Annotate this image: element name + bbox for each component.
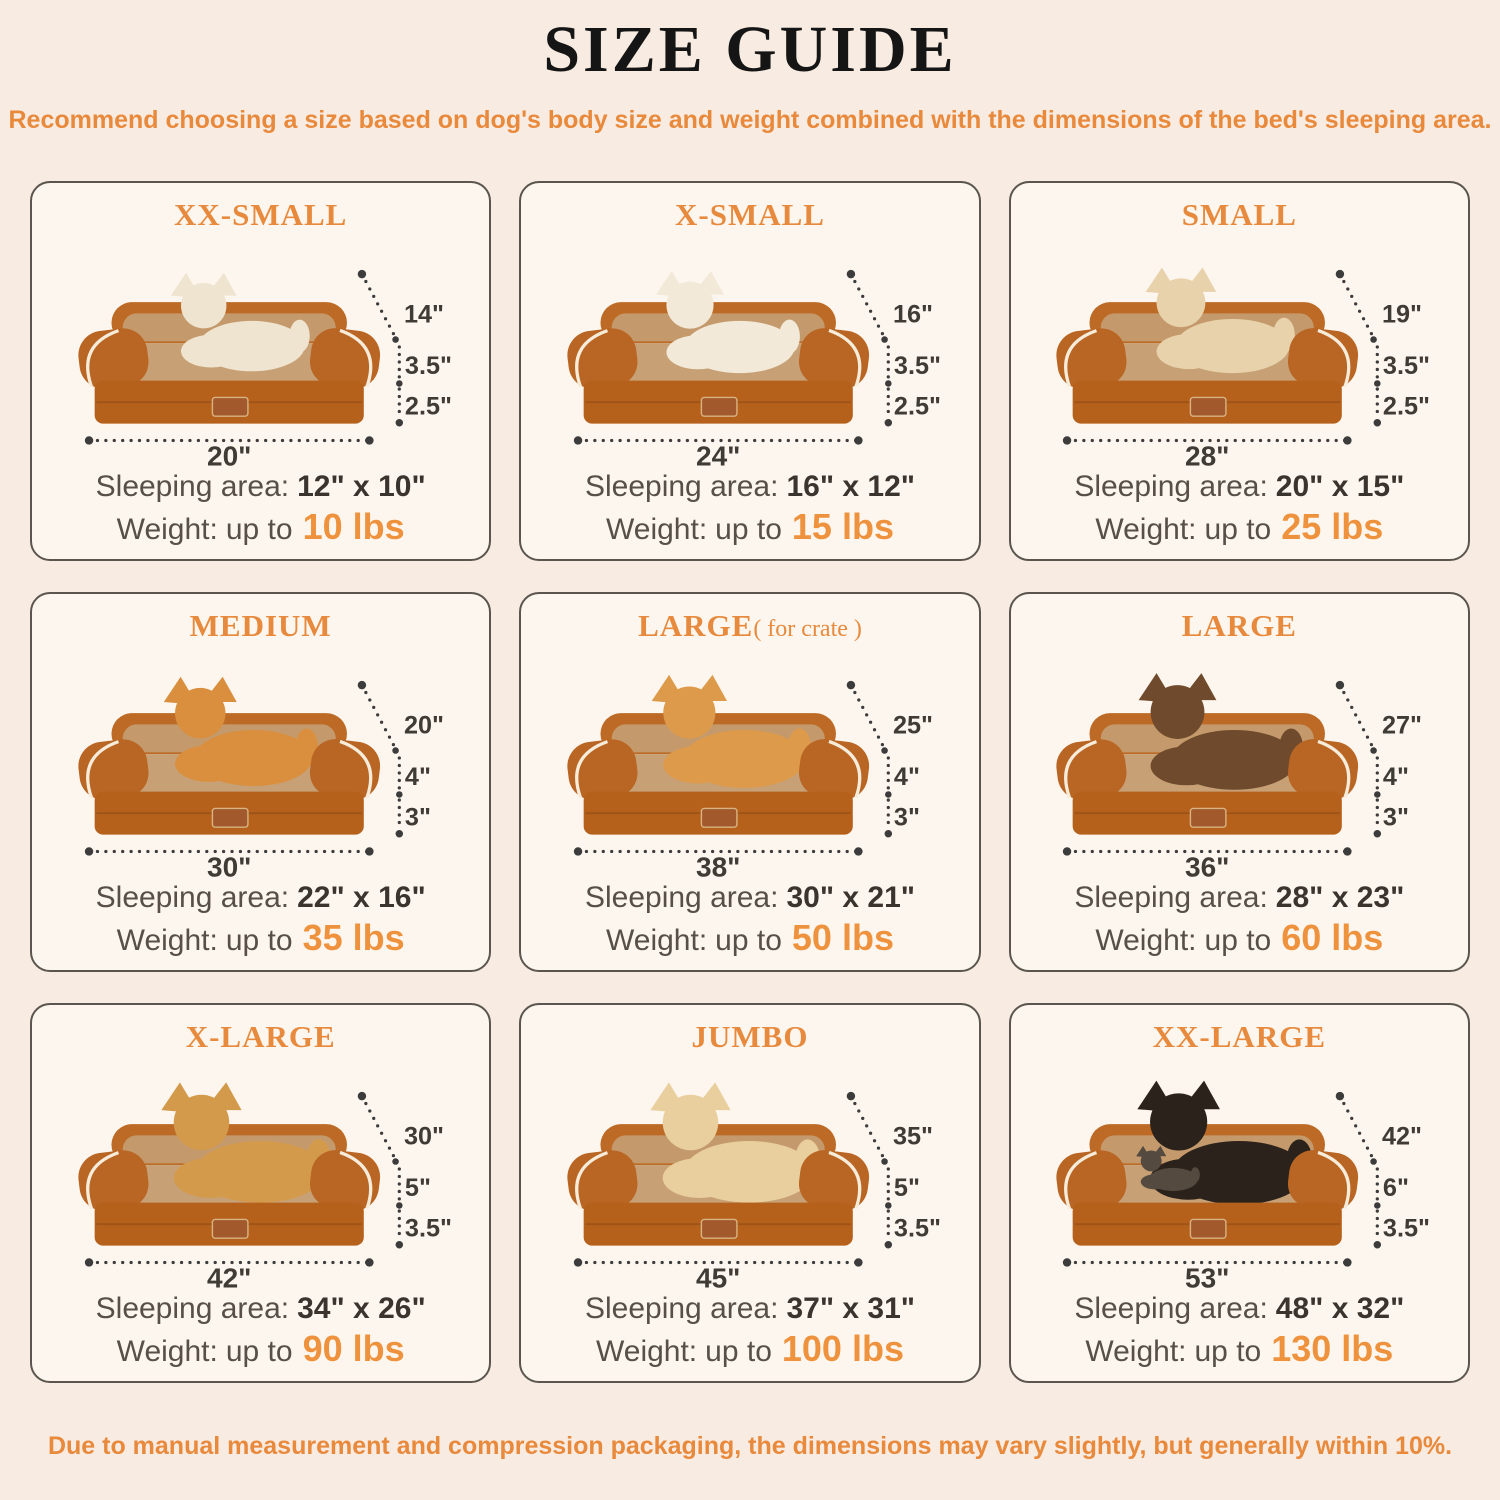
bed-illustration (43, 644, 479, 880)
size-card (519, 181, 980, 561)
weight-line (1085, 1327, 1393, 1371)
card-title (1153, 1019, 1326, 1055)
weight-prefix: up to (225, 1335, 293, 1369)
bed-illustration (532, 1055, 968, 1291)
dim-width-label: 45" (695, 1262, 741, 1291)
dim-bolster-height-label: 3.5" (404, 352, 452, 381)
dim-base-height-label: 3.5" (893, 1214, 941, 1243)
sleeping-area-value: 28" x 23" (1275, 880, 1405, 914)
dim-base-height-label: 3" (893, 803, 920, 832)
weight-label: Weight: (595, 1335, 698, 1369)
weight-value: 15 lbs (791, 506, 894, 548)
sleeping-area-label: Sleeping area: (95, 1291, 290, 1325)
dim-width-label: 30" (206, 851, 252, 880)
card-title (692, 1019, 809, 1055)
sleeping-area-line (96, 1291, 426, 1328)
sleeping-area-label: Sleeping area: (584, 469, 779, 503)
weight-label: Weight: (1095, 513, 1197, 547)
bed-illustration (532, 644, 968, 880)
dim-base-height-label: 2.5" (1383, 392, 1431, 421)
page-subtitle: Recommend choosing a size based on dog's body size and weight combined with the dimensions of the bed's sleeping area. (8, 106, 1492, 134)
size-card (519, 1003, 980, 1383)
size-card (30, 181, 491, 561)
sleeping-area-value: 16" x 12" (786, 469, 915, 503)
dim-base-height-label: 3" (404, 803, 431, 832)
bed-illustration (43, 1055, 479, 1291)
size-card (1009, 181, 1470, 561)
dim-length-label: 42" (1382, 1122, 1423, 1151)
dim-base-height-label: 3" (1383, 803, 1410, 832)
brand-tag (212, 397, 248, 416)
card-title (190, 608, 332, 644)
dim-bolster-height-label: 5" (404, 1174, 431, 1203)
weight-label: Weight: (606, 513, 708, 547)
bed-illustration (1021, 1055, 1457, 1291)
weight-label: Weight: (116, 924, 218, 958)
weight-label: Weight: (116, 1335, 218, 1369)
sleeping-area-line (1074, 1291, 1404, 1328)
footer-note: Due to manual measurement and compression packaging, the dimensions may vary slightly, but generally within 10%. (47, 1432, 1453, 1460)
sleeping-area-label: Sleeping area: (584, 1291, 779, 1325)
weight-prefix: up to (1204, 513, 1272, 547)
weight-line (117, 1327, 405, 1371)
card-size-suffix: ( for crate ) (753, 616, 862, 642)
sleeping-area-label: Sleeping area: (584, 880, 779, 914)
weight-label: Weight: (1095, 924, 1197, 958)
card-title (638, 608, 862, 644)
dim-width-label: 38" (695, 851, 741, 880)
sleeping-area-value: 22" x 16" (297, 880, 426, 914)
dim-width-label: 24" (695, 440, 741, 469)
size-grid (30, 181, 1470, 1383)
brand-tag (1191, 397, 1227, 416)
dim-bolster-height-label: 4" (1383, 763, 1410, 792)
brand-tag (701, 1219, 737, 1238)
card-title (174, 197, 347, 233)
size-card (1009, 1003, 1470, 1383)
weight-value: 10 lbs (302, 506, 405, 548)
weight-prefix: up to (715, 924, 782, 958)
card-size-name: X-SMALL (675, 197, 825, 232)
dim-base-height-label: 3.5" (404, 1214, 452, 1243)
brand-tag (701, 808, 737, 827)
brand-tag (1191, 808, 1227, 827)
dim-bolster-height-label: 5" (893, 1174, 920, 1203)
weight-value: 100 lbs (781, 1328, 904, 1370)
dim-base-height-label: 3.5" (1383, 1214, 1431, 1243)
size-card (1009, 592, 1470, 972)
bed-illustration (43, 233, 479, 469)
dim-base-height-label: 2.5" (893, 392, 941, 421)
card-size-name: LARGE (638, 608, 754, 643)
card-title (1182, 608, 1297, 644)
sleeping-area-value: 30" x 21" (786, 880, 915, 914)
dim-width-label: 36" (1185, 851, 1230, 880)
weight-prefix: up to (1204, 924, 1272, 958)
weight-line (606, 916, 894, 960)
dim-bolster-height-label: 6" (1383, 1174, 1410, 1203)
sleeping-area-value: 12" x 10" (297, 469, 426, 503)
dim-width-label: 53" (1185, 1262, 1230, 1291)
sleeping-area-value: 37" x 31" (786, 1291, 915, 1325)
weight-value: 130 lbs (1271, 1328, 1394, 1370)
weight-value: 60 lbs (1281, 917, 1384, 959)
dim-length-label: 25" (892, 711, 933, 740)
card-title (675, 197, 825, 233)
dim-length-label: 14" (403, 300, 444, 329)
card-title (186, 1019, 336, 1055)
weight-prefix: up to (1194, 1335, 1262, 1369)
weight-line (606, 505, 894, 549)
weight-line (1095, 505, 1383, 549)
brand-tag (1191, 1219, 1227, 1238)
weight-prefix: up to (705, 1335, 772, 1369)
brand-tag (701, 397, 737, 416)
dim-length-label: 35" (892, 1122, 933, 1151)
sleeping-area-line (585, 880, 915, 917)
card-size-name: XX-SMALL (173, 197, 348, 232)
card-size-name: JUMBO (691, 1019, 809, 1054)
bed-illustration (1021, 644, 1457, 880)
dim-length-label: 20" (403, 711, 444, 740)
card-size-name: SMALL (1181, 197, 1297, 232)
sleeping-area-value: 20" x 15" (1275, 469, 1405, 503)
dim-length-label: 27" (1382, 711, 1423, 740)
sleeping-area-label: Sleeping area: (1074, 469, 1268, 503)
dim-width-label: 28" (1185, 440, 1230, 469)
card-size-name: XX-LARGE (1152, 1019, 1326, 1054)
sleeping-area-line (585, 469, 915, 506)
brand-tag (212, 808, 248, 827)
dim-bolster-height-label: 3.5" (1383, 352, 1431, 381)
card-title (1182, 197, 1297, 233)
brand-tag (212, 1219, 248, 1238)
weight-value: 50 lbs (791, 917, 894, 959)
weight-label: Weight: (116, 513, 218, 547)
sleeping-area-label: Sleeping area: (1074, 880, 1268, 914)
dim-bolster-height-label: 3.5" (893, 352, 941, 381)
weight-prefix: up to (715, 513, 782, 547)
weight-value: 25 lbs (1281, 506, 1384, 548)
sleeping-area-line (1074, 469, 1404, 506)
sleeping-area-value: 48" x 32" (1275, 1291, 1405, 1325)
size-card (30, 1003, 491, 1383)
dim-width-label: 20" (206, 440, 252, 469)
dim-length-label: 30" (403, 1122, 444, 1151)
sleeping-area-line (96, 469, 426, 506)
card-size-name: MEDIUM (189, 608, 332, 643)
dim-length-label: 16" (892, 300, 933, 329)
sleeping-area-line (96, 880, 426, 917)
dim-base-height-label: 2.5" (404, 392, 452, 421)
dim-bolster-height-label: 4" (893, 763, 920, 792)
bed-illustration (1021, 233, 1457, 469)
sleeping-area-line (585, 1291, 915, 1328)
weight-line (117, 916, 405, 960)
dim-bolster-height-label: 4" (404, 763, 431, 792)
sleeping-area-label: Sleeping area: (95, 469, 290, 503)
weight-prefix: up to (225, 513, 293, 547)
bed-illustration (532, 233, 968, 469)
card-size-name: LARGE (1181, 608, 1297, 643)
weight-label: Weight: (1085, 1335, 1187, 1369)
weight-value: 35 lbs (302, 917, 405, 959)
dim-length-label: 19" (1382, 300, 1423, 329)
sleeping-area-label: Sleeping area: (1074, 1291, 1268, 1325)
weight-label: Weight: (606, 924, 708, 958)
sleeping-area-label: Sleeping area: (95, 880, 290, 914)
sleeping-area-value: 34" x 26" (297, 1291, 426, 1325)
weight-prefix: up to (225, 924, 293, 958)
weight-line (1095, 916, 1383, 960)
weight-line (117, 505, 405, 549)
page-title: SIZE GUIDE (543, 13, 957, 86)
size-card (519, 592, 980, 972)
weight-value: 90 lbs (302, 1328, 405, 1370)
size-card (30, 592, 491, 972)
dim-width-label: 42" (206, 1262, 252, 1291)
card-size-name: X-LARGE (185, 1019, 336, 1054)
sleeping-area-line (1074, 880, 1404, 917)
weight-line (596, 1327, 904, 1371)
